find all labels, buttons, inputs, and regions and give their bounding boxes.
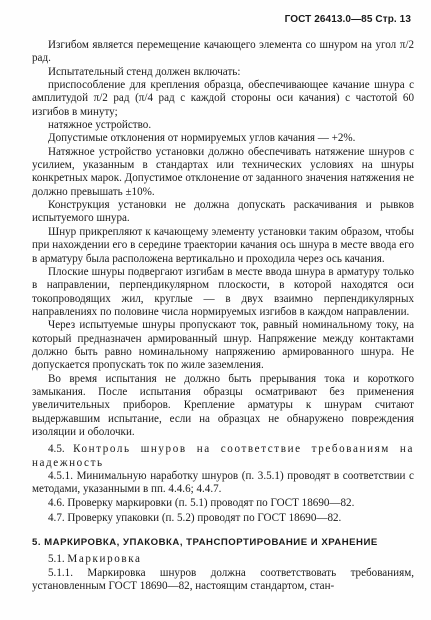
clause-4-5-number: 4.5.	[48, 443, 65, 456]
paragraph-tension-device: натяжное устройство.	[48, 119, 152, 132]
paragraph-test-evaluation: Во время испытания не должно быть прерывания тока и короткого замыкания. После испытания образцы осматривают без применения увеличительных приборов. Крепление арматуры к шнурам считают выдержавшим испытание, если на образцах не обнаружено повреждения изоляции и оболочки.	[32, 372, 414, 438]
running-head: ГОСТ 26413.0—85 Стр. 13	[284, 14, 411, 25]
clause-5-1-title: Маркировка	[67, 553, 142, 566]
paragraph-bending-definition: Изгибом является перемещение качающего элемента со шнуром на угол π/2 рад.	[32, 39, 414, 65]
paragraph-test-current: Через испытуемые шнуры пропускают ток, равный номинальному току, на который предназначен армированный шнур. Напряжение между контактами должно быть равно номинальному напряжению армированного шнура. Не допускается пропускать ток по жиле заземления.	[32, 319, 414, 372]
paragraph-no-swinging: Конструкция установки не должна допускать раскачивания и рывков испытуемого шнура.	[32, 199, 414, 225]
page-body	[32, 39, 414, 593]
section-5-title: 5. МАРКИРОВКА, УПАКОВКА, ТРАНСПОРТИРОВАНИЕ И ХРАНЕНИЕ	[32, 537, 378, 549]
paragraph-cord-attachment: Шнур прикрепляют к качающему элементу установки таким образом, чтобы при нахождении его в середине траектории качания ось шнура в месте ввода его в арматуру была расположена вертикально и проходила через ось качания.	[32, 225, 414, 265]
paragraph-fixture: приспособление для крепления образца, обеспечивающее качание шнура с амплитудой π/2 рад (π/4 рад с каждой стороны оси качания) с частотой 60 изгибов в минуту;	[32, 79, 414, 118]
clause-5-1-heading	[32, 553, 414, 566]
paragraph-tension-requirements: Натяжное устройство установки должно обеспечивать натяжение шнуров с усилием, указанным в стандартах или технических условиях на шнуры конкретных марок. Допустимое отклонение от заданного значения натяжения не должно превышать ±10%.	[32, 145, 414, 198]
paragraph-flat-cords: Плоские шнуры подвергают изгибам в месте ввода шнура в арматуру только в направлении, перпендикулярном плоскости, в которой находятся оси токопроводящих жил, круглые — в двух взаимно перпендикулярных направлениях по половине числа нормируемых изгибов в каждом направлении.	[32, 265, 414, 318]
paragraph-angle-tolerance: Допустимые отклонения от нормируемых углов качания — +2%.	[48, 132, 356, 145]
clause-5-1-number: 5.1.	[48, 553, 65, 566]
clause-4-6: 4.6. Проверку маркировки (п. 5.1) проводят по ГОСТ 18690—82.	[48, 496, 355, 509]
clause-4-5-title: Контроль шнуров на соответствие требованиям на надежность	[32, 443, 414, 469]
clause-4-5-heading	[32, 443, 414, 470]
paragraph-stand-includes: Испытательный стенд должен включать:	[48, 65, 241, 78]
clause-4-7: 4.7. Проверку упаковки (п. 5.2) проводят по ГОСТ 18690—82.	[48, 512, 342, 525]
clause-5-1-1: 5.1.1. Маркировка шнуров должна соответствовать требованиям, установленным ГОСТ 18690—82, настоящим стандартом, стан-	[32, 566, 414, 593]
clause-4-5-1: 4.5.1. Минимальную наработку шнуров (п. 3.5.1) проводят в соответствии с методами, указанными в пп. 4.4.6; 4.4.7.	[32, 470, 414, 496]
